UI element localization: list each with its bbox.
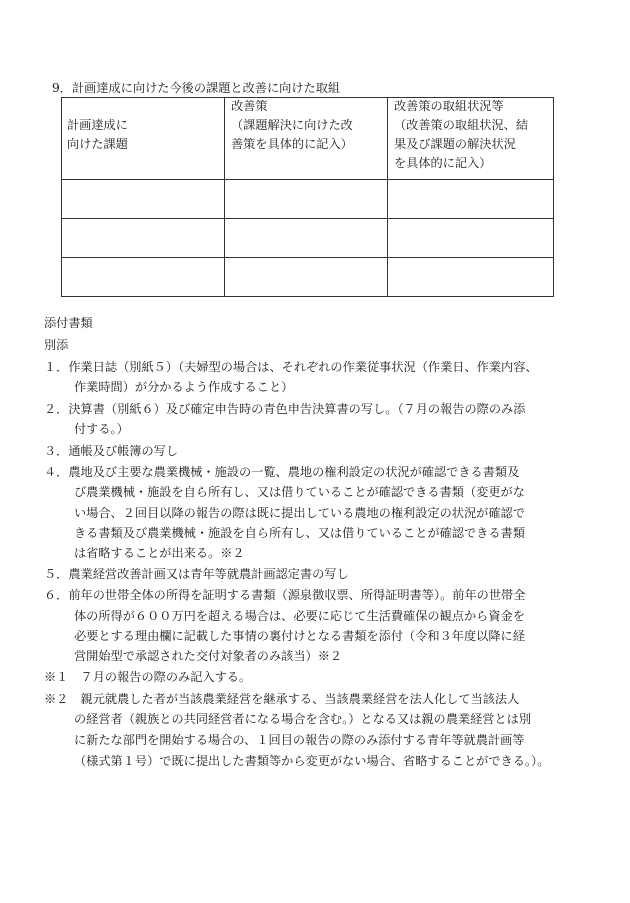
table-col-divider: [224, 97, 225, 296]
attachment-item-1-line-2: 作業時間）が分かるよう作成すること）: [74, 380, 294, 394]
attachment-item-4-line-2: び農業機械・施設を自ら所有し、又は借りていることが確認できる書類（変更がな: [74, 485, 525, 499]
attachment-item-6-line-1: ６．前年の世帯全体の所得を証明する書類（源泉徴収票、所得証明書等）。前年の世帯全: [44, 588, 526, 602]
note-2-line-2: の経営者（親族との共同経営者になる場合を含む。）となる又は親の農業経営とは別: [74, 712, 532, 726]
note-2-line-3: に新たな部門を開始する場合の、１回目の報告の際のみ添付する青年等就農計画等: [74, 733, 525, 747]
attachment-item-3-line-1: ３．通帳及び帳簿の写し: [44, 444, 179, 458]
attachment-item-4-line-3: い場合、２回目以降の報告の際は既に提出している農地の権利設定の状況が確認で: [74, 506, 525, 520]
attachment-item-1-line-1: １．作業日誌（別紙５）（夫婦型の場合は、それぞれの作業従事状況（作業日、作業内容、: [44, 360, 538, 374]
table-border-bottom: [61, 296, 554, 297]
attachment-item-4-line-5: は省略することが出来る。※２: [74, 546, 245, 560]
section-heading: 9．計画達成に向けた今後の課題と改善に向けた取組: [52, 81, 341, 95]
note-1-line-1: ※１ ７月の報告の際のみ記入する。: [44, 670, 252, 684]
table-border-left: [61, 97, 62, 296]
attachment-item-2-line-1: ２．決算書（別紙６）及び確定申告時の青色申告決算書の写し。（７月の報告の際のみ添: [44, 402, 526, 416]
header-measures: 改善策 （課題解決に向けた改 善策を具体的に記入）: [231, 99, 353, 151]
attachments-title: 添付書類: [44, 316, 93, 330]
attachment-item-4-line-1: ４．農地及び主要な農業機械・施設の一覧、農地の権利設定の状況が確認できる書類及: [44, 465, 520, 479]
attachment-item-6-line-2: 体の所得が６００万円を超える場合は、必要に応じて生活費確保の観点から資金を: [74, 609, 525, 623]
header-issues: 計画達成に 向けた課題: [67, 118, 128, 151]
attachment-item-4-line-4: きる書類及び農業機械・施設を自ら所有し、又は借りていることが確認できる書類: [74, 526, 525, 540]
table-row-divider: [61, 179, 554, 180]
table-col-divider: [387, 97, 388, 296]
table-row-divider: [61, 257, 554, 258]
attachment-item-2-line-2: 付する。）: [74, 422, 129, 436]
table-border-right: [553, 97, 554, 296]
header-status: 改善策の取組状況等 （改善策の取組状況、結 果及び課題の解決状況 を具体的に記入）: [394, 99, 529, 170]
betten-label: 別添: [44, 338, 69, 352]
improvement-table: [61, 97, 554, 296]
attachment-item-6-line-3: 必要とする理由欄に記載した事情の裏付けとなる書類を添付（令和３年度以降に経: [74, 629, 525, 643]
attachment-item-5-line-1: ５．農業経営改善計画又は青年等就農計画認定書の写し: [44, 567, 349, 581]
table-row-divider: [61, 218, 554, 219]
attachment-item-6-line-4: 営開始型で承認された交付対象者のみ該当）※２: [74, 649, 343, 663]
note-2-line-1: ※２ 親元就農した者が当該農業経営を継承する、当該農業経営を法人化して当該法人: [44, 692, 520, 706]
note-2-line-4: （様式第１号）で既に提出した書類等から変更がない場合、省略することができる。）。: [74, 754, 550, 768]
